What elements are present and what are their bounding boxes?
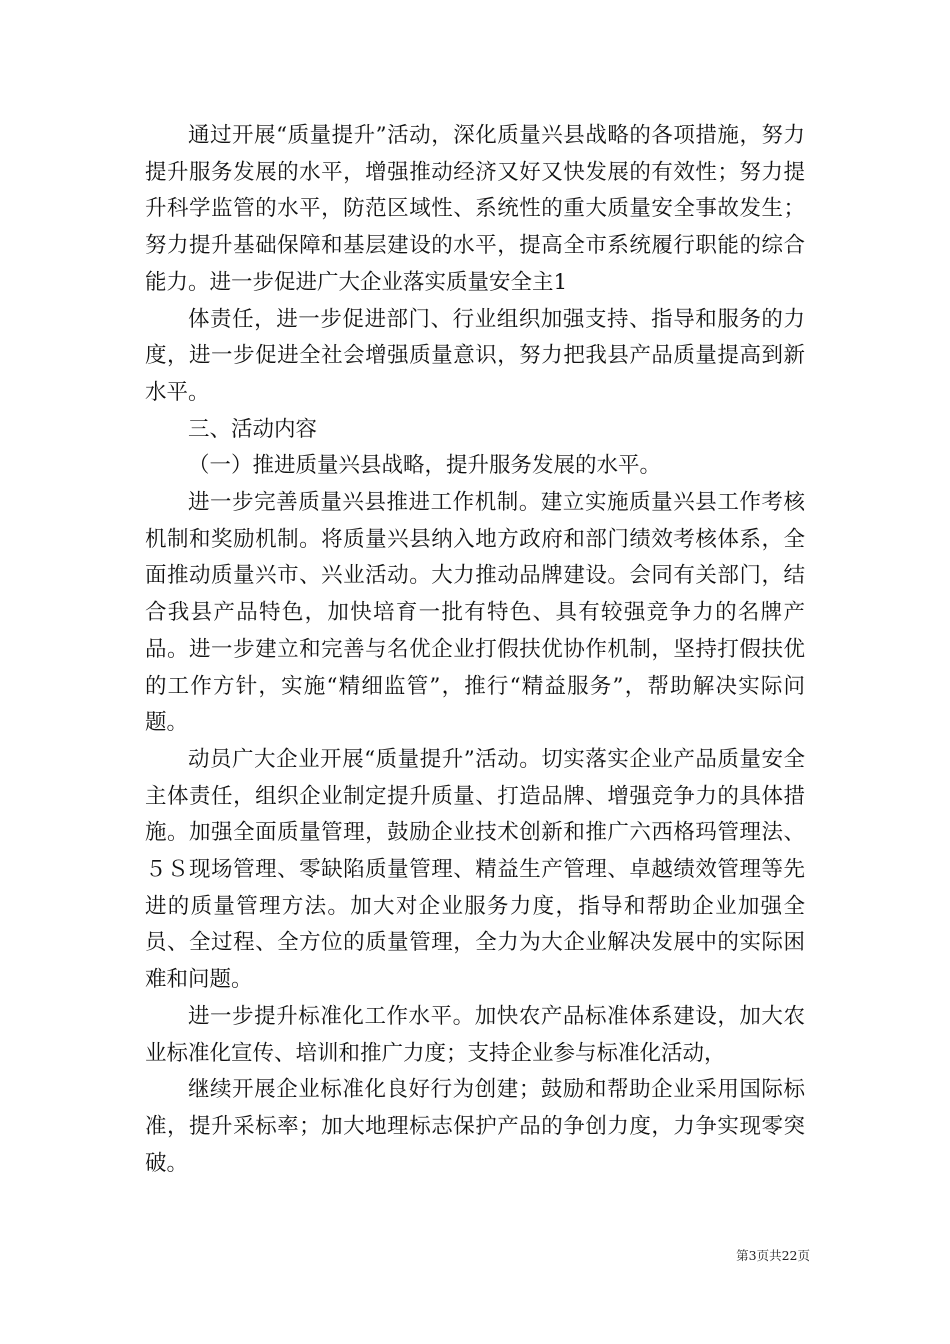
paragraph-5: 进一步提升标准化工作水平。加快农产品标准体系建设，加大农业标准化宣传、培训和推广力度；支持企业参与标准化活动， — [145, 1003, 805, 1066]
paragraph-2: 体责任，进一步促进部门、行业组织加强支持、指导和服务的力度，进一步促进全社会增强质量意识，努力把我县产品质量提高到新水平。 — [145, 306, 805, 405]
document-body — [145, 118, 805, 1182]
paragraph-4: 动员广大企业开展“质量提升”活动。切实落实企业产品质量安全主体责任，组织企业制定提升质量、打造品牌、增强竞争力的具体措施。加强全面质量管理，鼓励企业技术创新和推广六西格玛管理法、５Ｓ现场管理、零缺陷质量管理、精益生产管理、卓越绩效管理等先进的质量管理方法。加大对企业服务力度，指导和帮助企业加强全员、全过程、全方位的质量管理，全力为大企业解决发展中的实际困难和问题。 — [145, 746, 805, 993]
subsection-heading: （一）推进质量兴县战略，提升服务发展的水平。 — [188, 453, 662, 479]
paragraph-6: 继续开展企业标准化良好行为创建；鼓励和帮助企业采用国际标准，提升采标率；加大地理标志保护产品的争创力度，力争实现零突破。 — [145, 1077, 805, 1176]
paragraph-1: 通过开展“质量提升”活动，深化质量兴县战略的各项措施，努力提升服务发展的水平，增强推动经济又好又快发展的有效性；努力提升科学监管的水平，防范区域性、系统性的重大质量安全事故发生；努力提升基础保障和基层建设的水平，提高全市系统履行职能的综合能力。进一步促进广大企业落实质量安全主1 — [145, 123, 805, 295]
section-heading: 三、活动内容 — [188, 416, 318, 442]
page-number: 第3页共22页 — [736, 1248, 810, 1263]
paragraph-3: 进一步完善质量兴县推进工作机制。建立实施质量兴县工作考核机制和奖励机制。将质量兴县纳入地方政府和部门绩效考核体系，全面推动质量兴市、兴业活动。大力推动品牌建设。会同有关部门，结合我县产品特色，加快培育一批有特色、具有较强竞争力的名牌产品。进一步建立和完善与名优企业打假扶优协作机制，坚持打假扶优的工作方针，实施“精细监管”，推行“精益服务”，帮助解决实际问题。 — [145, 490, 805, 736]
